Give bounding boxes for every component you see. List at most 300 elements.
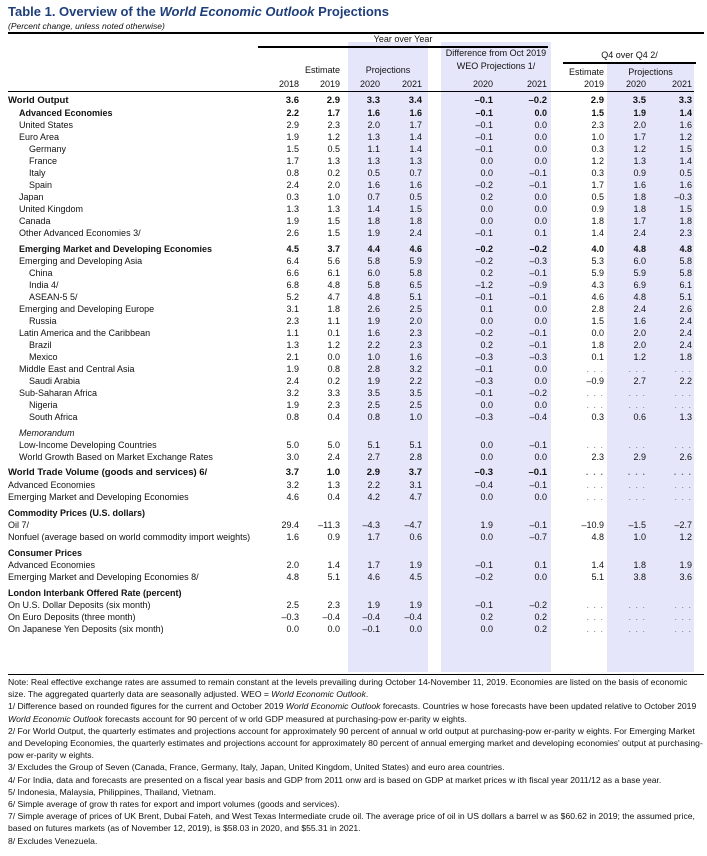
cell-value: 1.5: [591, 316, 604, 326]
cell-value: . . .: [628, 440, 646, 450]
cell-value: . . .: [586, 624, 604, 634]
cell-value: –0.4: [404, 612, 422, 622]
table-subtitle: (Percent change, unless noted otherwise): [8, 21, 165, 31]
cell-value: 1.6: [679, 180, 692, 190]
cell-value: . . .: [628, 600, 646, 610]
cell-value: . . .: [628, 400, 646, 410]
note-6: 6/ Simple average of grow th rates for export and import volumes (goods and services).: [8, 799, 340, 810]
table-title: [8, 4, 389, 19]
cell-value: 3.7: [327, 244, 340, 254]
table-bottom-rule: [8, 674, 704, 675]
cell-value: 5.9: [633, 268, 646, 278]
cell-value: 1.9: [286, 132, 299, 142]
table-row: [0, 191, 707, 203]
cell-value: 0.0: [534, 216, 547, 226]
cell-value: 1.1: [367, 144, 380, 154]
cell-value: 3.3: [366, 95, 380, 106]
cell-value: 1.8: [327, 304, 340, 314]
cell-value: 1.0: [409, 412, 422, 422]
cell-value: 0.2: [480, 612, 493, 622]
cell-value: 0.0: [534, 144, 547, 154]
note-8: 8/ Excludes Venezuela.: [8, 835, 98, 846]
cell-value: 2.9: [590, 95, 604, 106]
cell-value: 2.3: [327, 600, 340, 610]
row-label: Canada: [19, 216, 51, 226]
cell-value: 2.7: [633, 376, 646, 386]
cell-value: 1.9: [409, 600, 422, 610]
cell-value: 5.1: [327, 572, 340, 582]
cell-value: 4.8: [679, 244, 692, 254]
cell-value: 2.8: [409, 452, 422, 462]
cell-value: 0.2: [327, 168, 340, 178]
table-row: [0, 203, 707, 215]
cell-value: –0.1: [529, 480, 547, 490]
cell-value: 5.1: [591, 572, 604, 582]
cell-value: –0.2: [475, 256, 493, 266]
cell-value: 1.3: [633, 156, 646, 166]
cell-value: 2.0: [327, 180, 340, 190]
cell-value: 2.4: [327, 452, 340, 462]
cell-value: –0.1: [528, 467, 547, 478]
cell-value: 0.2: [534, 624, 547, 634]
cell-value: 2.3: [286, 316, 299, 326]
cell-value: 0.2: [327, 376, 340, 386]
cell-value: 2.6: [679, 452, 692, 462]
cell-value: –0.2: [475, 180, 493, 190]
cell-value: 4.8: [327, 280, 340, 290]
cell-value: 3.5: [632, 95, 646, 106]
table-row: [0, 215, 707, 227]
cell-value: 0.0: [534, 364, 547, 374]
row-label: Mexico: [29, 352, 58, 362]
cell-value: 0.0: [480, 624, 493, 634]
cell-value: 0.0: [534, 120, 547, 130]
note-italic: World Economic Outlook: [271, 689, 366, 700]
cell-value: 1.9: [633, 108, 646, 118]
cell-value: 2.0: [633, 340, 646, 350]
cell-value: 0.1: [534, 228, 547, 238]
row-label: World Growth Based on Market Exchange Rates: [19, 452, 213, 462]
row-label: Latin America and the Caribbean: [19, 328, 151, 338]
cell-value: 2.4: [633, 228, 646, 238]
cell-value: 1.3: [679, 412, 692, 422]
row-label: On U.S. Dollar Deposits (six month): [8, 600, 151, 610]
header-year: 2020: [625, 79, 646, 89]
table-row: [0, 291, 707, 303]
table-row: [0, 599, 707, 611]
cell-value: 0.0: [591, 328, 604, 338]
cell-value: 5.1: [409, 440, 422, 450]
cell-value: 3.6: [285, 95, 299, 106]
table-row: [0, 167, 707, 179]
cell-value: 1.2: [679, 532, 692, 542]
table-row: [0, 119, 707, 131]
cell-value: 1.3: [327, 204, 340, 214]
cell-value: –0.1: [529, 328, 547, 338]
table-row: [0, 303, 707, 315]
cell-value: –0.1: [475, 228, 493, 238]
cell-value: 0.0: [534, 156, 547, 166]
cell-value: 5.6: [327, 256, 340, 266]
cell-value: 0.9: [633, 168, 646, 178]
cell-value: 1.8: [679, 352, 692, 362]
table-row: [0, 399, 707, 411]
cell-value: . . .: [586, 600, 604, 610]
cell-value: . . .: [674, 364, 692, 374]
cell-value: 1.3: [286, 204, 299, 214]
cell-value: 3.4: [408, 95, 422, 106]
row-label: Emerging and Developing Europe: [19, 304, 155, 314]
cell-value: 1.9: [286, 364, 299, 374]
cell-value: . . .: [673, 467, 692, 478]
cell-value: 4.6: [409, 244, 422, 254]
cell-value: 5.0: [286, 440, 299, 450]
table-row: [0, 479, 707, 491]
cell-value: 3.2: [286, 388, 299, 398]
row-label: Italy: [29, 168, 46, 178]
cell-value: –1.5: [628, 520, 646, 530]
cell-value: –0.4: [362, 612, 380, 622]
row-label: United States: [19, 120, 74, 130]
cell-value: –0.3: [674, 192, 692, 202]
cell-value: –0.1: [475, 600, 493, 610]
cell-value: 5.1: [367, 440, 380, 450]
cell-value: 5.0: [327, 440, 340, 450]
note-end: .: [365, 689, 369, 700]
table-row: [0, 587, 707, 599]
header-year: 2021: [526, 79, 547, 89]
cell-value: 0.6: [409, 532, 422, 542]
cell-value: 6.9: [633, 280, 646, 290]
cell-value: –0.3: [529, 256, 547, 266]
row-label: Emerging and Developing Asia: [19, 256, 143, 266]
cell-value: 5.8: [679, 268, 692, 278]
cell-value: 4.6: [286, 492, 299, 502]
note-3: 3/ Excludes the Group of Seven (Canada, France, Germany, Italy, Japan, United Kingdom, United States) and euro area countries.: [8, 762, 505, 773]
cell-value: 6.0: [633, 256, 646, 266]
cell-value: 1.5: [327, 216, 340, 226]
cell-value: 2.7: [367, 452, 380, 462]
table-row: [0, 131, 707, 143]
cell-value: 0.0: [480, 452, 493, 462]
cell-value: –0.4: [529, 412, 547, 422]
cell-value: 1.6: [409, 352, 422, 362]
header-year: 2020: [359, 79, 380, 89]
table-row: [0, 155, 707, 167]
cell-value: 2.9: [286, 120, 299, 130]
cell-value: –10.9: [581, 520, 604, 530]
cell-value: 0.0: [480, 492, 493, 502]
cell-value: 5.1: [679, 292, 692, 302]
cell-value: 1.8: [633, 560, 646, 570]
cell-value: 1.0: [326, 467, 340, 478]
cell-value: . . .: [674, 612, 692, 622]
cell-value: 1.3: [409, 156, 422, 166]
cell-value: 0.0: [534, 204, 547, 214]
cell-value: 2.4: [679, 328, 692, 338]
cell-value: 1.4: [367, 204, 380, 214]
row-label: Brazil: [29, 340, 52, 350]
table-row: [0, 267, 707, 279]
table-row: [0, 559, 707, 571]
cell-value: 0.3: [591, 168, 604, 178]
cell-value: –0.1: [529, 520, 547, 530]
cell-value: –0.9: [586, 376, 604, 386]
cell-value: . . .: [586, 364, 604, 374]
cell-value: . . .: [585, 467, 604, 478]
cell-value: 1.2: [327, 340, 340, 350]
cell-value: 1.4: [327, 560, 340, 570]
cell-value: –4.3: [362, 520, 380, 530]
table-row: [0, 531, 707, 543]
cell-value: 0.0: [534, 376, 547, 386]
table-notes: [8, 676, 704, 847]
cell-value: 6.1: [327, 268, 340, 278]
cell-value: 1.2: [633, 144, 646, 154]
note-1-d: World Economic Outlook: [8, 713, 103, 724]
cell-value: 0.0: [480, 316, 493, 326]
cell-value: 1.7: [633, 132, 646, 142]
cell-value: 1.9: [367, 376, 380, 386]
table-row: [0, 439, 707, 451]
cell-value: –0.1: [475, 108, 493, 118]
row-label: On Euro Deposits (three month): [8, 612, 136, 622]
cell-value: –0.2: [475, 328, 493, 338]
cell-value: 1.6: [633, 316, 646, 326]
header-difference-line1: Difference from Oct 2019: [445, 48, 547, 58]
cell-value: 1.4: [679, 108, 692, 118]
cell-value: 1.5: [679, 204, 692, 214]
cell-value: –0.9: [529, 280, 547, 290]
row-label: France: [29, 156, 58, 166]
cell-value: . . .: [674, 388, 692, 398]
table-row: [0, 507, 707, 519]
cell-value: 3.8: [633, 572, 646, 582]
cell-value: 6.0: [367, 268, 380, 278]
cell-value: 5.8: [367, 280, 380, 290]
title-italic: World Economic Outlook: [159, 4, 315, 19]
row-label: China: [29, 268, 53, 278]
cell-value: 0.0: [534, 492, 547, 502]
row-label: Advanced Economies: [8, 560, 96, 570]
cell-value: 0.1: [480, 304, 493, 314]
cell-value: –0.7: [529, 532, 547, 542]
table-row: [0, 547, 707, 559]
cell-value: 2.4: [409, 228, 422, 238]
cell-value: 4.7: [327, 292, 340, 302]
cell-value: 2.2: [367, 340, 380, 350]
cell-value: 0.4: [327, 492, 340, 502]
cell-value: 0.0: [534, 400, 547, 410]
cell-value: –0.4: [322, 612, 340, 622]
cell-value: 0.0: [480, 440, 493, 450]
note-1-b: World Economic Outlook: [285, 701, 381, 712]
note-5: 5/ Indonesia, Malaysia, Philippines, Thailand, Vietnam.: [8, 786, 216, 797]
cell-value: 1.6: [633, 180, 646, 190]
cell-value: . . .: [586, 492, 604, 502]
cell-value: 3.1: [286, 304, 299, 314]
row-label: Advanced Economies: [19, 108, 113, 118]
table-row: [0, 143, 707, 155]
cell-value: 5.2: [286, 292, 299, 302]
cell-value: 1.4: [591, 228, 604, 238]
table-row: [0, 411, 707, 423]
table-row: [0, 315, 707, 327]
row-label: Japan: [19, 192, 44, 202]
cell-value: 0.0: [480, 216, 493, 226]
note-7: 7/ Simple average of prices of UK Brent, Dubai Fateh, and West Texas Intermediate crude oil. The average price of oil in US dollars a barrel w as $60.62 in 2019; the assumed price, based on futures markets (as of November 12, 2019), is $58.03 in 2020, and $55.31 in 2021.: [8, 811, 695, 834]
note-1-e: forecasts account for 90 percent of w orld GDP measured at purchasing-pow er-parity w eights.: [102, 713, 467, 724]
cell-value: 6.6: [286, 268, 299, 278]
cell-value: 1.2: [633, 352, 646, 362]
cell-value: 1.9: [679, 560, 692, 570]
cell-value: 4.8: [633, 292, 646, 302]
cell-value: 0.3: [591, 144, 604, 154]
cell-value: 0.2: [480, 192, 493, 202]
table-row: [0, 107, 707, 119]
cell-value: 1.6: [367, 108, 380, 118]
cell-value: 6.8: [286, 280, 299, 290]
table-row: [0, 491, 707, 503]
cell-value: . . .: [674, 400, 692, 410]
cell-value: 0.1: [534, 560, 547, 570]
cell-value: –0.2: [475, 572, 493, 582]
cell-value: 3.0: [286, 452, 299, 462]
table-row: [0, 327, 707, 339]
table-row: [0, 243, 707, 255]
row-label: Spain: [29, 180, 53, 190]
cell-value: 1.7: [367, 560, 380, 570]
cell-value: 1.8: [633, 204, 646, 214]
cell-value: 2.8: [591, 304, 604, 314]
cell-value: –0.1: [529, 268, 547, 278]
cell-value: –0.1: [529, 440, 547, 450]
cell-value: 2.5: [286, 600, 299, 610]
cell-value: 4.6: [367, 572, 380, 582]
cell-value: . . .: [628, 388, 646, 398]
cell-value: 1.7: [367, 532, 380, 542]
header-year: 2021: [671, 79, 692, 89]
q4-rule: [563, 62, 696, 64]
row-label: World Output: [8, 95, 69, 106]
cell-value: 2.5: [409, 304, 422, 314]
cell-value: 0.8: [327, 364, 340, 374]
cell-value: . . .: [586, 400, 604, 410]
cell-value: 0.0: [534, 452, 547, 462]
cell-value: 0.9: [591, 204, 604, 214]
cell-value: 2.6: [367, 304, 380, 314]
row-label: Advanced Economies: [8, 480, 96, 490]
cell-value: . . .: [674, 624, 692, 634]
cell-value: 1.3: [327, 156, 340, 166]
cell-value: 2.9: [326, 95, 340, 106]
cell-value: 1.7: [409, 120, 422, 130]
cell-value: 2.2: [286, 108, 299, 118]
cell-value: –0.1: [529, 180, 547, 190]
table-row: [0, 339, 707, 351]
cell-value: 2.3: [409, 340, 422, 350]
cell-value: 0.0: [327, 352, 340, 362]
cell-value: 0.0: [534, 132, 547, 142]
row-label: London Interbank Offered Rate (percent): [8, 588, 182, 598]
cell-value: 2.3: [327, 120, 340, 130]
row-label: Nonfuel (average based on world commodity import weights): [8, 532, 251, 542]
cell-value: –0.2: [529, 388, 547, 398]
cell-value: 0.0: [480, 168, 493, 178]
cell-value: 5.8: [679, 256, 692, 266]
cell-value: 1.1: [327, 316, 340, 326]
cell-value: 2.3: [679, 228, 692, 238]
header-year-over-year: Year over Year: [373, 34, 433, 44]
cell-value: 2.9: [633, 452, 646, 462]
title-suffix: Projections: [314, 4, 389, 19]
cell-value: 4.0: [591, 244, 604, 254]
row-label: Other Advanced Economies 3/: [19, 228, 141, 238]
cell-value: 1.3: [367, 156, 380, 166]
cell-value: . . .: [586, 388, 604, 398]
cell-value: 4.8: [591, 532, 604, 542]
cell-value: 2.0: [633, 328, 646, 338]
cell-value: 1.5: [409, 204, 422, 214]
table-row: [0, 363, 707, 375]
cell-value: 0.3: [591, 412, 604, 422]
cell-value: 1.7: [591, 180, 604, 190]
cell-value: 1.6: [409, 180, 422, 190]
cell-value: 1.9: [367, 600, 380, 610]
header-q4-projections: Projections: [628, 67, 673, 77]
table-row: [0, 451, 707, 463]
cell-value: 0.0: [409, 624, 422, 634]
cell-value: 2.3: [327, 400, 340, 410]
cell-value: 1.8: [679, 216, 692, 226]
cell-value: 3.2: [409, 364, 422, 374]
cell-value: 1.0: [633, 532, 646, 542]
cell-value: 2.5: [409, 400, 422, 410]
cell-value: –0.1: [529, 168, 547, 178]
header-year: 2018: [278, 79, 299, 89]
table-row: [0, 375, 707, 387]
cell-value: –0.2: [475, 244, 493, 254]
cell-value: 2.0: [286, 560, 299, 570]
cell-value: –0.3: [529, 352, 547, 362]
cell-value: 1.4: [409, 132, 422, 142]
row-label: Emerging Market and Developing Economies: [8, 492, 189, 502]
row-label: World Trade Volume (goods and services) 6/: [8, 467, 208, 478]
cell-value: 1.6: [367, 328, 380, 338]
row-label: Russia: [29, 316, 57, 326]
cell-value: 1.9: [480, 520, 493, 530]
row-label: ASEAN-5 5/: [29, 292, 78, 302]
cell-value: 1.6: [286, 532, 299, 542]
cell-value: 2.6: [679, 304, 692, 314]
cell-value: 4.8: [367, 292, 380, 302]
cell-value: . . .: [674, 480, 692, 490]
table-row: [0, 571, 707, 583]
table-row: [0, 95, 707, 107]
cell-value: 0.2: [480, 268, 493, 278]
cell-value: 2.3: [591, 120, 604, 130]
cell-value: 0.7: [367, 192, 380, 202]
cell-value: 2.4: [679, 340, 692, 350]
cell-value: . . .: [627, 467, 646, 478]
cell-value: 1.8: [409, 216, 422, 226]
cell-value: 1.2: [679, 132, 692, 142]
cell-value: 1.2: [591, 156, 604, 166]
table-row: [0, 467, 707, 479]
cell-value: 1.8: [367, 216, 380, 226]
cell-value: 2.2: [409, 376, 422, 386]
cell-value: 0.9: [327, 532, 340, 542]
